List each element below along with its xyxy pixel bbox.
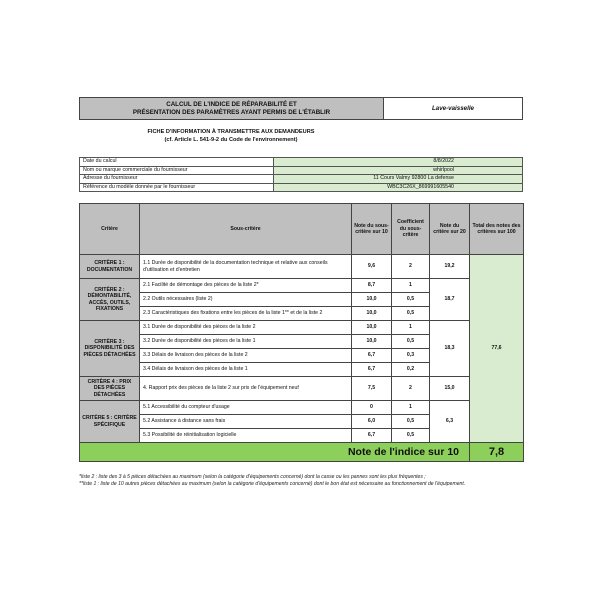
sub-criterion-label: 5.1 Accessibilité du compteur d'usage — [140, 401, 352, 415]
info-row — [80, 166, 523, 175]
sub-criterion-label: 3.3 Délais de livraison des pièces de la liste 2 — [140, 349, 352, 363]
sub-criterion-coefficient: 0,5 — [392, 335, 430, 349]
sub-criterion-label: 4. Rapport prix des pièces de la liste 2 sur prix de l'équipement neuf — [140, 377, 352, 401]
info-label: Adresse du fournisseur — [80, 175, 274, 184]
footnote-liste-1: **liste 1 : liste de 10 autres pièces détachées au maximum (selon la catégorie d'équipements concerné) dont le bon état est nécessaire au fonctionnement de l'équipement. — [79, 480, 466, 487]
sub-criterion-label: 5.2 Assistance à distance sans frais — [140, 415, 352, 429]
sub-criterion-note: 10,0 — [352, 293, 392, 307]
info-row — [80, 183, 523, 192]
product-category: Lave-vaisselle — [384, 98, 523, 120]
repairability-table — [79, 203, 524, 462]
final-score-label: Note de l'indice sur 10 — [80, 443, 470, 462]
criterion-name: CRITÈRE 1 : DOCUMENTATION — [80, 255, 140, 279]
criterion-score: 15,0 — [430, 377, 470, 401]
title-line-1: CALCUL DE L'INDICE DE RÉPARABILITÉ ET — [166, 101, 297, 108]
sub-criterion-label: 3.4 Délais de livraison des pièces de la liste 1 — [140, 363, 352, 377]
sub-criterion-label: 2.1 Facilité de démontage des pièces de la liste 2* — [140, 279, 352, 293]
criterion-name: CRITÈRE 2 : DÉMONTABILITÉ, ACCÈS, OUTILS, FIXATIONS — [80, 279, 140, 321]
fiche-line-1: FICHE D'INFORMATION À TRANSMETTRE AUX DEMANDEURS — [147, 129, 315, 135]
criterion-name: CRITÈRE 4 : PRIX DES PIÈCES DÉTACHÉES — [80, 377, 140, 401]
document-title — [80, 98, 384, 120]
sub-criterion-label: 5.3 Possibilité de réinitialisation logicielle — [140, 429, 352, 443]
header-table — [79, 97, 523, 120]
column-header-total: Total des notes des critères sur 100 — [470, 204, 524, 255]
criterion-score: 6,3 — [430, 401, 470, 443]
table-row — [80, 321, 524, 335]
table-row — [80, 377, 524, 401]
info-value: WBC3C26X_869991605540 — [274, 183, 523, 192]
sub-criterion-note: 6,7 — [352, 363, 392, 377]
sub-criterion-coefficient: 0,2 — [392, 363, 430, 377]
table-header-row — [80, 204, 524, 255]
footnote-liste-2: *liste 2 : liste des 3 à 5 pièces détachées au maximum (selon la catégorie d'équipements concerné) dont la casse ou les pannes sont les plus fréquentes ; — [79, 474, 426, 480]
criterion-name: CRITÈRE 5 : CRITÈRE SPÉCIFIQUE — [80, 401, 140, 443]
sub-criterion-note: 8,7 — [352, 279, 392, 293]
sub-criterion-coefficient: 0,5 — [392, 415, 430, 429]
sub-criterion-label: 3.2 Durée de disponibilité des pièces de la liste 1 — [140, 335, 352, 349]
sub-criterion-coefficient: 2 — [392, 255, 430, 279]
sub-criterion-label: 2.2 Outils nécessaires (liste 2) — [140, 293, 352, 307]
sub-criterion-label: 2.3 Caractéristiques des fixations entre les pièces de la liste 1** et de la liste 2 — [140, 307, 352, 321]
table-row — [80, 279, 524, 293]
criterion-score: 19,2 — [430, 255, 470, 279]
sub-criterion-note: 0 — [352, 401, 392, 415]
info-label: Référence du modèle donnée par le fournisseur — [80, 183, 274, 192]
sub-criterion-note: 6,0 — [352, 415, 392, 429]
info-label: Date du calcul — [80, 158, 274, 167]
sub-criterion-label: 1.1 Durée de disponibilité de la documentation technique et relative aux conseils d'utilisation et d'entretien — [140, 255, 352, 279]
sub-criterion-note: 10,0 — [352, 321, 392, 335]
supplier-info-table — [79, 157, 523, 192]
sub-criterion-coefficient: 1 — [392, 321, 430, 335]
sub-criterion-note: 9,6 — [352, 255, 392, 279]
sub-criterion-note: 7,5 — [352, 377, 392, 401]
final-score-value: 7,8 — [470, 443, 524, 462]
title-line-2: PRÉSENTATION DES PARAMÈTRES AYANT PERMIS DE L'ÉTABLIR — [132, 108, 331, 116]
column-header-critere: Critère — [80, 204, 140, 255]
criterion-score: 18,7 — [430, 279, 470, 321]
table-row — [80, 401, 524, 415]
info-label: Nom ou marque commerciale du fournisseur — [80, 166, 274, 175]
criterion-name: CRITÈRE 3 : DISPONIBILITÉ DES PIÈCES DÉTACHÉES — [80, 321, 140, 377]
column-header-note-critere: Note du critère sur 20 — [430, 204, 470, 255]
column-header-sous-critere: Sous-critère — [140, 204, 352, 255]
sub-criterion-note: 10,0 — [352, 335, 392, 349]
sub-criterion-coefficient: 0,3 — [392, 349, 430, 363]
info-row — [80, 175, 523, 184]
sub-criterion-note: 6,7 — [352, 349, 392, 363]
fiche-heading — [79, 129, 383, 144]
sub-criterion-note: 6,7 — [352, 429, 392, 443]
sub-criterion-coefficient: 0,5 — [392, 429, 430, 443]
sub-criterion-coefficient: 0,5 — [392, 293, 430, 307]
sub-criterion-coefficient: 1 — [392, 279, 430, 293]
table-row — [80, 255, 524, 279]
footnotes — [79, 474, 529, 487]
sub-criterion-note: 10,0 — [352, 307, 392, 321]
sub-criterion-coefficient: 0,5 — [392, 307, 430, 321]
sub-criterion-coefficient: 2 — [392, 377, 430, 401]
info-row — [80, 158, 523, 167]
column-header-coefficient: Coefficient du sous-critère — [392, 204, 430, 255]
criterion-score: 18,3 — [430, 321, 470, 377]
column-header-note-sous-critere: Note du sous-critère sur 10 — [352, 204, 392, 255]
info-value: 8/8/2022 — [274, 158, 523, 167]
final-score-row — [80, 443, 524, 462]
total-score-100: 77,6 — [470, 255, 524, 443]
fiche-line-2: (cf. Article L. 541-9-2 du Code de l'environnement) — [164, 136, 298, 143]
sub-criterion-label: 3.1 Durée de disponibilité des pièces de la liste 2 — [140, 321, 352, 335]
sub-criterion-coefficient: 1 — [392, 401, 430, 415]
info-value: 11 Cours Valmy 92800 La defense — [274, 175, 523, 184]
info-value: whirlpool — [274, 166, 523, 175]
